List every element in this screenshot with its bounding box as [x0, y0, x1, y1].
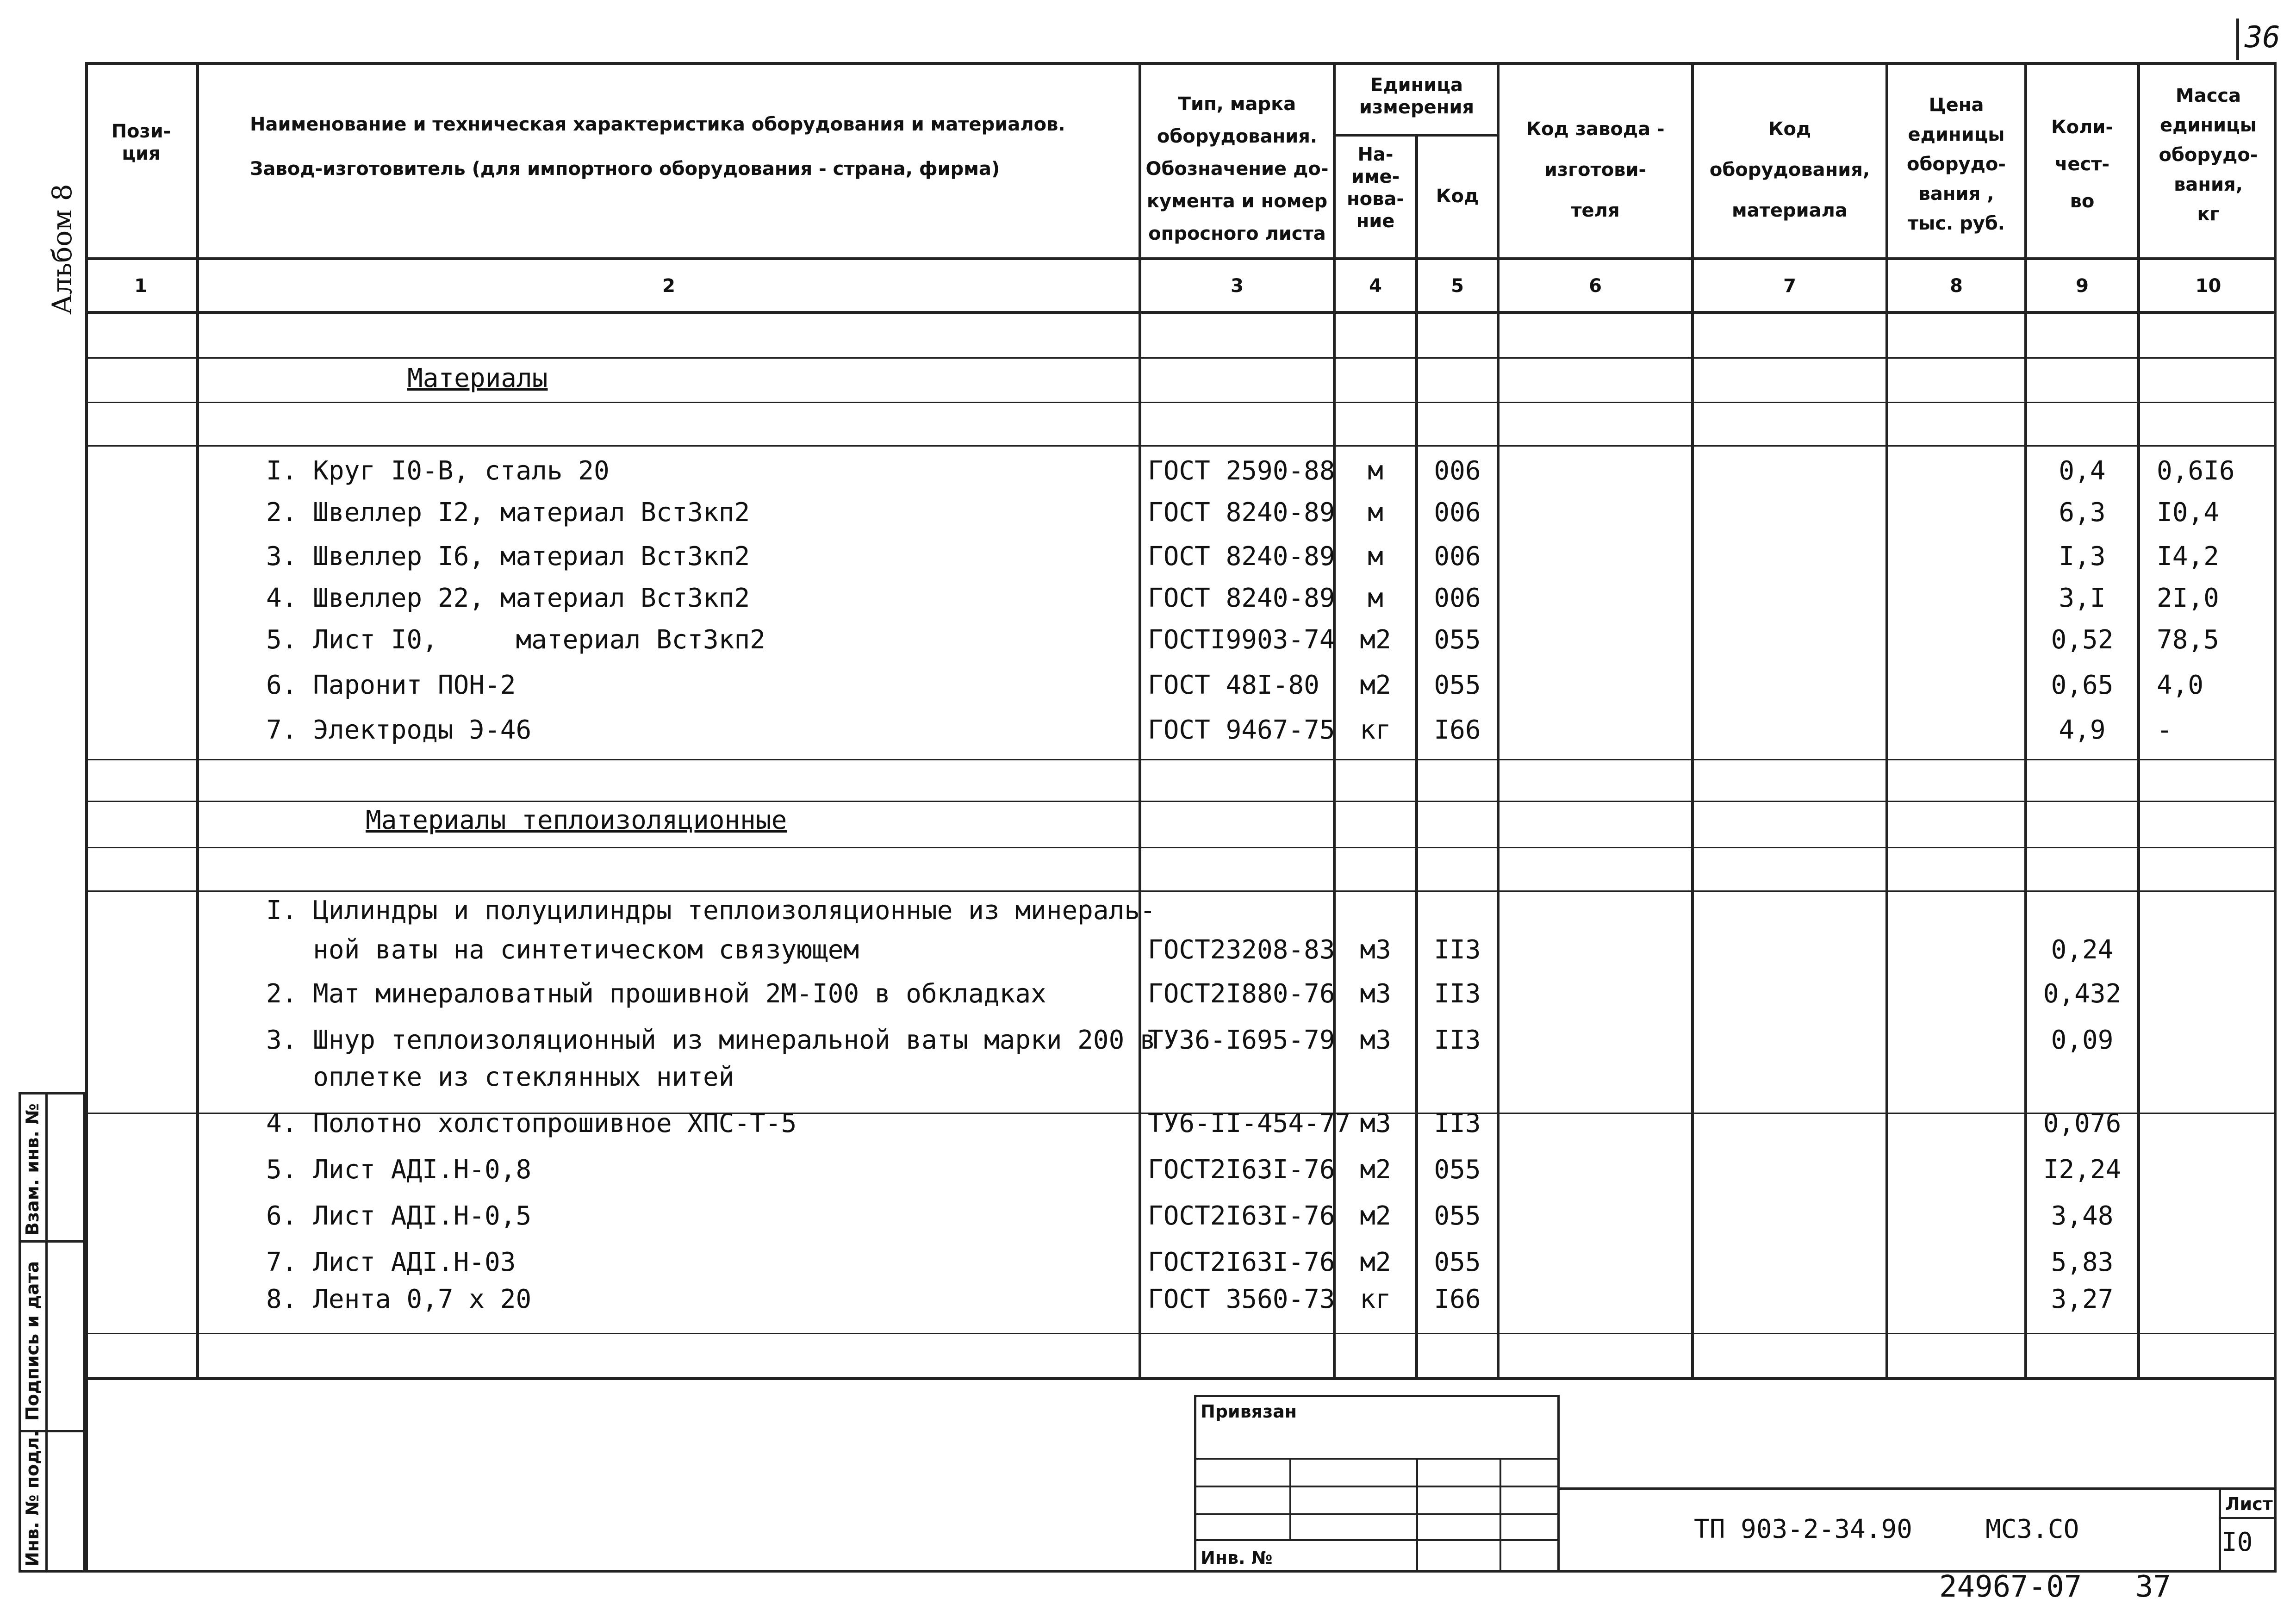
row-qty: 4,9	[2059, 715, 2106, 745]
row-name: I. Круг I0-В, сталь 20	[266, 456, 610, 486]
row-code: II3	[1434, 1108, 1481, 1138]
col-num-6: 6	[1589, 275, 1602, 297]
row-name: 8. Лента 0,7 x 20	[266, 1284, 532, 1314]
row-mass: I4,2	[2157, 541, 2219, 572]
row-code: 006	[1434, 583, 1481, 613]
section-title-materials: Материалы	[407, 363, 548, 393]
row-code: II3	[1434, 979, 1481, 1009]
inv-no-label: Инв. №	[1201, 1548, 1273, 1568]
row-code: I66	[1434, 1284, 1481, 1314]
row-doc: ГОСТI9903-74	[1148, 625, 1335, 655]
row-qty: I,3	[2059, 541, 2106, 572]
row-unit: м	[1368, 456, 1383, 486]
header-price: Цена единицы оборудо- вания , тыс. руб.	[1907, 94, 2006, 234]
row-unit: м	[1368, 541, 1383, 572]
side-label-podpis: Подпись и дата	[22, 1261, 43, 1421]
row-name: 5. Лист I0, материал ВстЗкп2	[266, 625, 765, 655]
row-qty: 3,I	[2059, 583, 2106, 613]
row-unit: м3	[1360, 1025, 1391, 1055]
row-name: ной ваты на синтетическом связующем	[266, 935, 859, 965]
row-code: 055	[1434, 1247, 1481, 1277]
row-doc: ГОСТ 3560-73	[1148, 1284, 1335, 1314]
header-factory-code: Код завода - изготови- теля	[1526, 118, 1665, 221]
side-label-vzam: Взам. инв. №	[22, 1103, 43, 1236]
col-num-2: 2	[662, 275, 675, 297]
privyazan-label: Привязан	[1201, 1401, 1297, 1422]
row-qty: 0,24	[2051, 935, 2114, 965]
row-code: 055	[1434, 1155, 1481, 1185]
header-qty: Коли- чест- во	[2051, 117, 2114, 212]
doc-mark: МСЗ.СО	[1985, 1514, 2079, 1544]
row-unit: м2	[1360, 670, 1391, 700]
header-mass: Масса единицы оборудо- вания, кг	[2159, 85, 2258, 225]
row-name: оплетке из стеклянных нитей	[266, 1062, 734, 1092]
list-label: Лист	[2225, 1494, 2273, 1514]
header-name: Наименование и техническая характеристика оборудования и материалов. Завод-изготовитель (для импортного оборудования - страна, фирма)	[250, 114, 1065, 180]
row-doc: ГОСТ2I63I-76	[1148, 1155, 1335, 1185]
doc-code: ТП 903-2-34.90	[1694, 1514, 1913, 1544]
row-unit: м3	[1360, 935, 1391, 965]
header-unit-name: На- име- нова- ние	[1346, 144, 1405, 232]
row-code: I66	[1434, 715, 1481, 745]
row-unit: м2	[1360, 1201, 1391, 1231]
row-name: 7. Лист АДI.Н-03	[266, 1247, 516, 1277]
row-doc: ГОСТ 9467-75	[1148, 715, 1335, 745]
row-qty: 5,83	[2051, 1247, 2114, 1277]
row-name: 2. Мат минераловатный прошивной 2М-I00 в обкладках	[266, 979, 1046, 1009]
row-name: I. Цилиндры и полуцилиндры теплоизоляционные из минераль-	[266, 895, 1156, 926]
row-code: 055	[1434, 625, 1481, 655]
album-label	[46, 184, 78, 315]
page-number-top-separator	[2236, 19, 2239, 60]
row-mass: 2I,0	[2157, 583, 2219, 613]
row-mass: I0,4	[2157, 497, 2219, 528]
row-qty: 3,27	[2051, 1284, 2114, 1314]
row-name: 6. Лист АДI.Н-0,5	[266, 1201, 532, 1231]
row-code: II3	[1434, 1025, 1481, 1055]
row-doc: ГОСТ23208-83	[1148, 935, 1335, 965]
row-unit: м3	[1360, 979, 1391, 1009]
header-unit-code: Код	[1436, 186, 1479, 207]
row-mass: 4,0	[2157, 670, 2204, 700]
page-number-top: 36	[2245, 20, 2281, 55]
row-unit: м2	[1360, 1155, 1391, 1185]
col-num-1: 1	[134, 275, 147, 297]
row-doc: ТУ36-I695-79	[1148, 1025, 1335, 1055]
row-unit: м	[1368, 583, 1383, 613]
col-num-9: 9	[2076, 275, 2089, 297]
row-doc: ГОСТ 8240-89	[1148, 497, 1335, 528]
row-doc: ТУ6-II-454-77	[1148, 1108, 1351, 1138]
row-qty: 6,3	[2059, 497, 2106, 528]
row-qty: 0,65	[2051, 670, 2114, 700]
row-doc: ГОСТ2I63I-76	[1148, 1247, 1335, 1277]
section-title-insulation: Материалы теплоизоляционные	[366, 805, 787, 835]
row-qty: 0,076	[2043, 1108, 2122, 1138]
col-num-10: 10	[2195, 275, 2221, 297]
col-num-8: 8	[1950, 275, 1963, 297]
col-num-3: 3	[1231, 275, 1244, 297]
col-num-7: 7	[1783, 275, 1796, 297]
header-unit-group: Единица измерения	[1359, 75, 1475, 118]
row-code: 055	[1434, 670, 1481, 700]
row-unit: м2	[1360, 625, 1391, 655]
row-qty: 0,52	[2051, 625, 2114, 655]
row-name: 7. Электроды Э-46	[266, 715, 532, 745]
row-name: 5. Лист АДI.Н-0,8	[266, 1155, 532, 1185]
row-mass: 0,6I6	[2157, 456, 2235, 486]
row-unit: м3	[1360, 1108, 1391, 1138]
row-name: 2. Швеллер I2, материал ВстЗкп2	[266, 497, 750, 528]
header-type: Тип, марка оборудования. Обозначение до- кумента и номер опросного листа	[1145, 93, 1329, 244]
row-name: 4. Швеллер 22, материал ВстЗкп2	[266, 583, 750, 613]
row-qty: 0,432	[2043, 979, 2122, 1009]
row-name: 4. Полотно холстопрошивное ХПС-Т-5	[266, 1108, 797, 1138]
side-label-inv-podl: Инв. № подл.	[22, 1430, 43, 1567]
row-name: 6. Паронит ПОН-2	[266, 670, 516, 700]
row-code: 055	[1434, 1201, 1481, 1231]
row-name: 3. Швеллер I6, материал ВстЗкп2	[266, 541, 750, 572]
header-equip-code: Код оборудования, материала	[1709, 118, 1870, 221]
row-qty: 3,48	[2051, 1201, 2114, 1231]
row-mass: 78,5	[2157, 625, 2219, 655]
album-label-text: Альбом 8	[46, 184, 78, 315]
row-unit: м2	[1360, 1247, 1391, 1277]
row-mass: -	[2157, 715, 2172, 745]
row-name: 3. Шнур теплоизоляционный из минеральной ваты марки 200 в	[266, 1025, 1156, 1055]
col-num-5: 5	[1451, 275, 1464, 297]
row-qty: I2,24	[2043, 1155, 2122, 1185]
row-doc: ГОСТ2I880-76	[1148, 979, 1335, 1009]
row-doc: ГОСТ 2590-88	[1148, 456, 1335, 486]
row-doc: ГОСТ 8240-89	[1148, 583, 1335, 613]
row-code: 006	[1434, 456, 1481, 486]
row-qty: 0,09	[2051, 1025, 2114, 1055]
row-doc: ГОСТ2I63I-76	[1148, 1201, 1335, 1231]
row-qty: 0,4	[2059, 456, 2106, 486]
row-doc: ГОСТ 48I-80	[1148, 670, 1319, 700]
archive-number: 24967-07 37	[1939, 1570, 2171, 1604]
list-number: I0	[2221, 1527, 2253, 1557]
row-code: 006	[1434, 541, 1481, 572]
row-code: 006	[1434, 497, 1481, 528]
header-pos: Пози- ция	[111, 121, 171, 164]
row-unit: кг	[1360, 715, 1391, 745]
row-code: II3	[1434, 935, 1481, 965]
col-num-4: 4	[1369, 275, 1382, 297]
row-doc: ГОСТ 8240-89	[1148, 541, 1335, 572]
row-unit: м	[1368, 497, 1383, 528]
row-unit: кг	[1360, 1284, 1391, 1314]
